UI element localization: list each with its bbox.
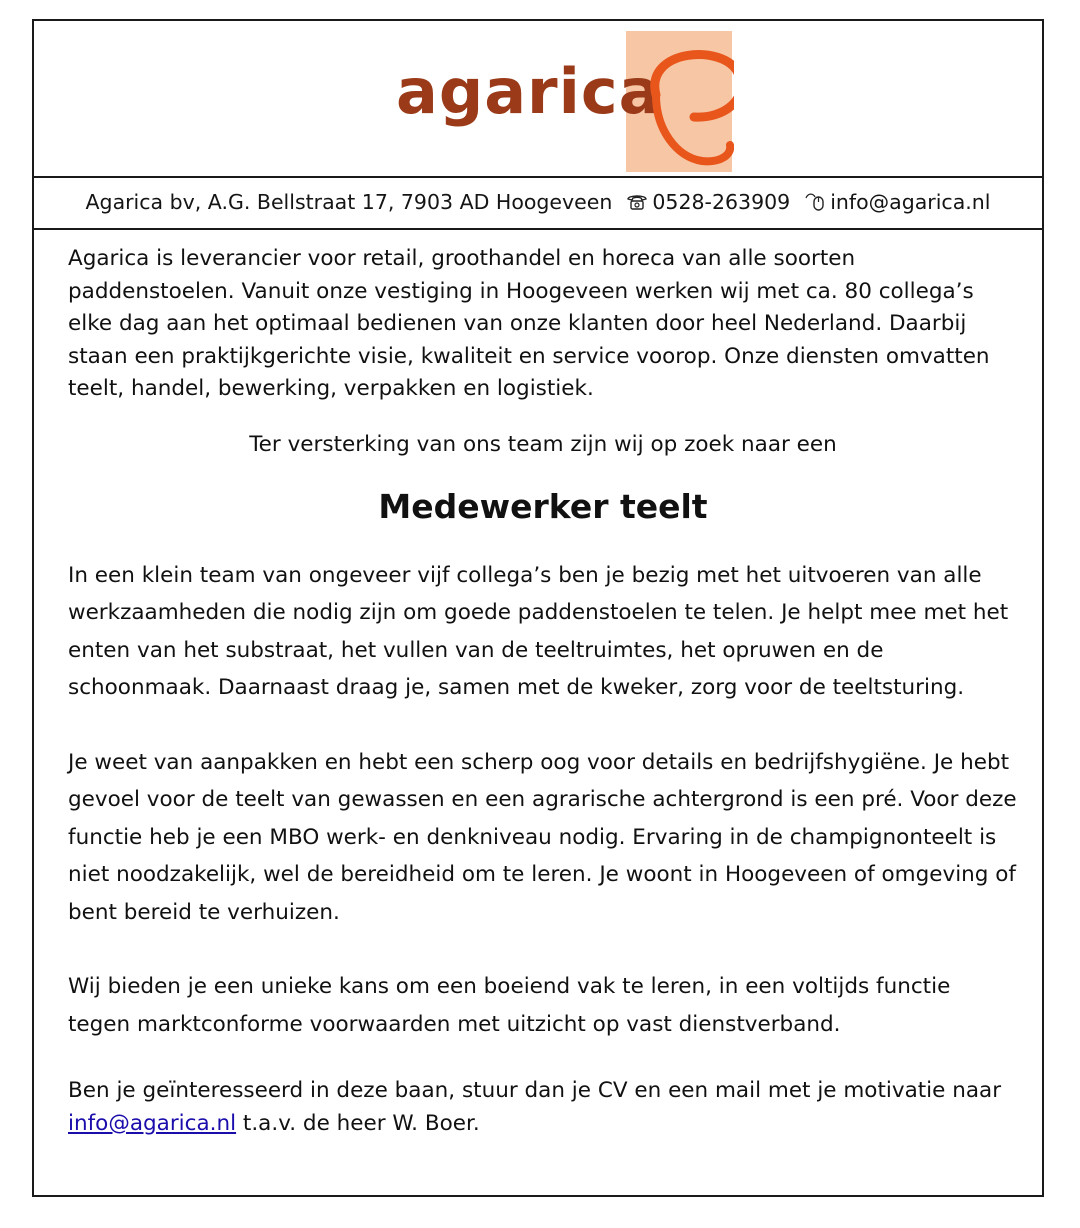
logo-swirl-top <box>655 55 734 118</box>
closing-suffix: t.a.v. de heer W. Boer. <box>242 1111 480 1136</box>
company-intro: Agarica is leverancier voor retail, groothandel en horeca van alle soorten paddenstoelen. Vanuit onze vestiging in Hoogeveen werken wij met ca. 80 collega’s elke dag aan het optimaal bedienen van onze klanten door heel Nederland. Daarbij staan een praktijkgerichte visie, kwaliteit en service voorop. Onze diensten omvatten teelt, handel, bewerking, verpakken en logistiek. <box>68 246 990 401</box>
posting-body <box>68 243 1018 1140</box>
company-address: Agarica bv, A.G. Bellstraat 17, 7903 AD Hoogeveen <box>85 190 613 214</box>
company-email[interactable]: info@agarica.nl <box>830 190 991 214</box>
candidate-profile: Je weet van aanpakken en hebt een scherp oog voor details en bedrijfshygiëne. Je hebt gevoel voor de teelt van gewassen en een agrarische achtergrond is een pré. Voor deze functie heb je een MBO werk- en denkniveau nodig. Ervaring in de champignonteelt is niet noodzakelijk, wel de bereidheid om te leren. Je woont in Hoogeveen of omgeving of bent bereid te verhuizen. <box>68 749 1017 925</box>
closing-text: Ben je geïnteresseerd in deze baan, stuur dan je CV en een mail met je motivatie naar <box>68 1078 1002 1103</box>
job-title: Medewerker teelt <box>378 486 708 526</box>
logo-swirl-tail <box>656 95 730 161</box>
lead-sentence: Ter versterking van ons team zijn wij op zoek naar een <box>249 431 837 457</box>
logo-header <box>34 21 1042 178</box>
application-instructions <box>68 1074 1018 1140</box>
company-phone: 0528-263909 <box>652 190 791 214</box>
job-posting-frame <box>32 19 1044 1197</box>
agarica-logo <box>394 37 734 177</box>
contact-bar <box>34 176 1042 230</box>
telephone-icon <box>626 193 648 211</box>
application-email-link[interactable]: info@agarica.nl <box>68 1111 237 1136</box>
offer-paragraph: Wij bieden je een unieke kans om een boeiend vak te leren, in een voltijds functie tegen marktconforme voorwaarden met uitzicht op vast dienstverband. <box>68 974 951 1037</box>
mouse-icon <box>804 192 826 212</box>
logo-wordmark: agarica <box>396 55 662 128</box>
job-description: In een klein team van ongeveer vijf collega’s ben je bezig met het uitvoeren van alle werkzaamheden die nodig zijn om goede paddenstoelen te telen. Je helpt mee met het enten van het substraat, het vullen van de teeltruimtes, het opruwen en de schoonmaak. Daarnaast draag je, samen met de kweker, zorg voor de teeltsturing. <box>68 562 1009 700</box>
